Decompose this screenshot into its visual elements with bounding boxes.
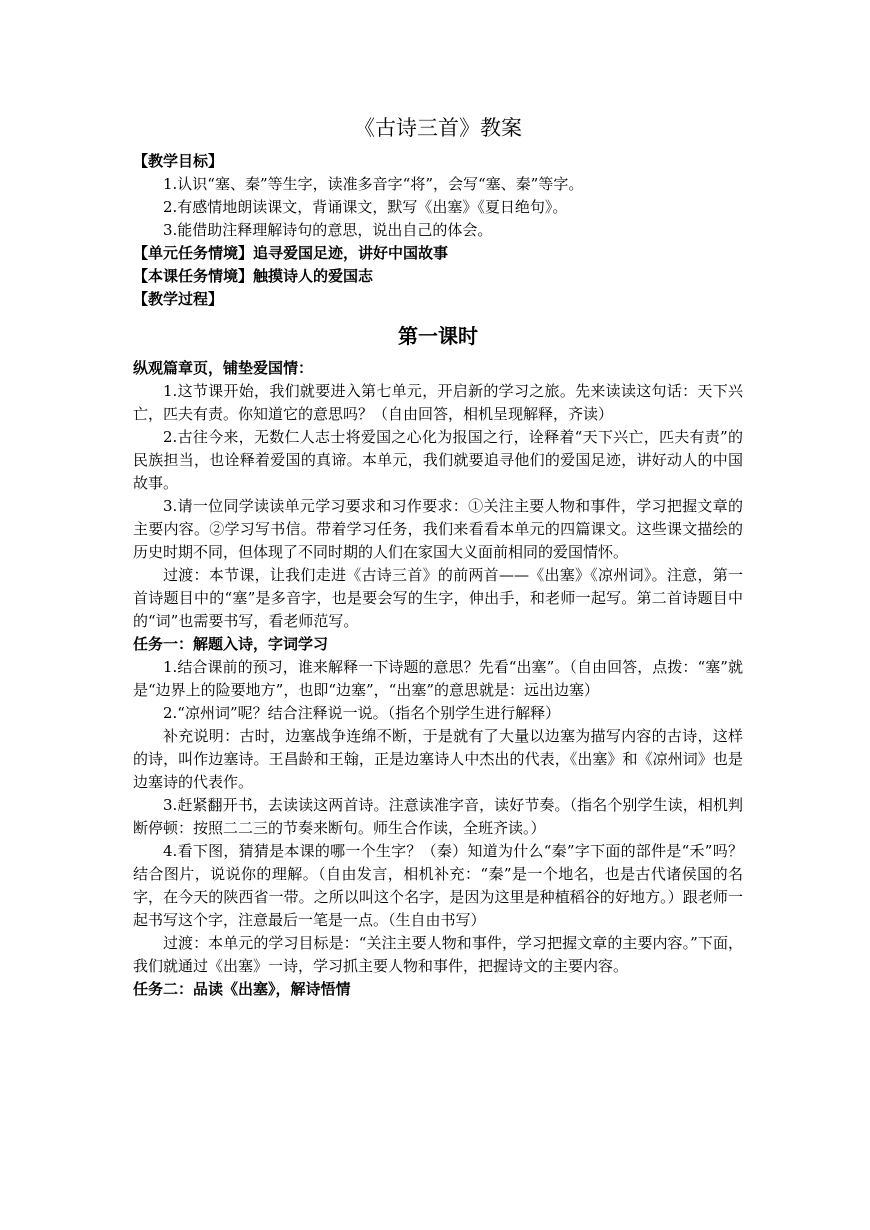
document-body <box>133 112 743 1001</box>
paragraph: 过渡：本单元的学习目标是：“关注主要人物和事件，学习把握文章的主要内容。”下面，我们就通过《出塞》一诗，学习抓主要人物和事件，把握诗文的主要内容。 <box>133 934 743 975</box>
paragraph: 2.“凉州词”呢？结合注释说一说。（指名个别学生进行解释） <box>163 704 561 722</box>
paragraph: 1.这节课开始，我们就要进入第七单元，开启新的学习之旅。先来读读这句话：天下兴亡，匹夫有责。你知道它的意思吗？（自由回答，相机呈现解释，齐读） <box>133 382 743 423</box>
paragraph: 过渡：本节课，让我们走进《古诗三首》的前两首——《出塞》《凉州词》。注意，第一首诗题目中的“塞”是多音字，也是要会写的生字，伸出手，和老师一起写。第二首诗题目中的“词”也需要书写，看老师范写。 <box>133 566 743 630</box>
goal-item: 2.有感情地朗读课文，背诵课文，默写《出塞》《夏日绝句》。 <box>163 198 568 216</box>
paragraph: 2.古往今来，无数仁人志士将爱国之心化为报国之行，诠释着“天下兴亡，匹夫有责”的民族担当，也诠释着爱国的真谛。本单元，我们就要追寻他们的爱国足迹，讲好动人的中国故事。 <box>133 428 743 492</box>
goals-heading: 【教学目标】 <box>133 152 224 170</box>
paragraph: 3.赶紧翻开书，去读读这两首诗。注意读准字音，读好节奏。（指名个别学生读，相机判断停顿：按照二二三的节奏来断句。师生合作读，全班齐读。） <box>133 796 743 837</box>
paragraph: 3.请一位同学读读单元学习要求和习作要求：①关注主要人物和事件，学习把握文章的主要内容。②学习写书信。带着学习任务，我们来看看本单元的四篇课文。这些课文描绘的历史时期不同，但体现了不同时期的人们在家国大义面前相同的爱国情怀。 <box>133 497 743 561</box>
task1-heading: 任务一：解题入诗，字词学习 <box>133 635 329 653</box>
paragraph: 1.结合课前的预习，谁来解释一下诗题的意思？先看“出塞”。（自由回答，点拨：“塞”就是“边界上的险要地方”，也即“边塞”，“出塞”的意思就是：远出边塞） <box>133 658 743 699</box>
lesson-title: 第一课时 <box>398 324 478 348</box>
unit-task-heading: 【单元任务情境】追寻爱国足迹，讲好中国故事 <box>133 244 449 262</box>
paragraph: 4.看下图，猜猜是本课的哪一个生字？（秦）知道为什么“秦”字下面的部件是“禾”吗？结合图片，说说你的理解。（自由发言，相机补充：“秦”是一个地名，也是古代诸侯国的名字，在今天的陕西省一带。之所以叫这个名字，是因为这里是种植稻谷的好地方。）跟老师一起书写这个字，注意最后一笔是一点。（生自由书写） <box>133 842 743 929</box>
task2-heading: 任务二：品读《出塞》，解诗悟情 <box>133 980 351 998</box>
paragraph: 补充说明：古时，边塞战争连绵不断，于是就有了大量以边塞为描写内容的古诗，这样的诗，叫作边塞诗。王昌龄和王翰，正是边塞诗人中杰出的代表，《出塞》和《凉州词》也是边塞诗的代表作。 <box>133 727 743 791</box>
goal-item: 3.能借助注释理解诗句的意思，说出自己的体会。 <box>163 221 493 239</box>
section1-heading: 纵观篇章页，铺垫爱国情： <box>133 359 314 377</box>
document-title: 《古诗三首》教案 <box>354 116 522 140</box>
goal-item: 1.认识“塞、秦”等生字，读准多音字“将”，会写“塞、秦”等字。 <box>163 175 584 193</box>
lesson-task-heading: 【本课任务情境】触摸诗人的爱国志 <box>133 267 374 285</box>
process-heading: 【教学过程】 <box>133 290 224 308</box>
